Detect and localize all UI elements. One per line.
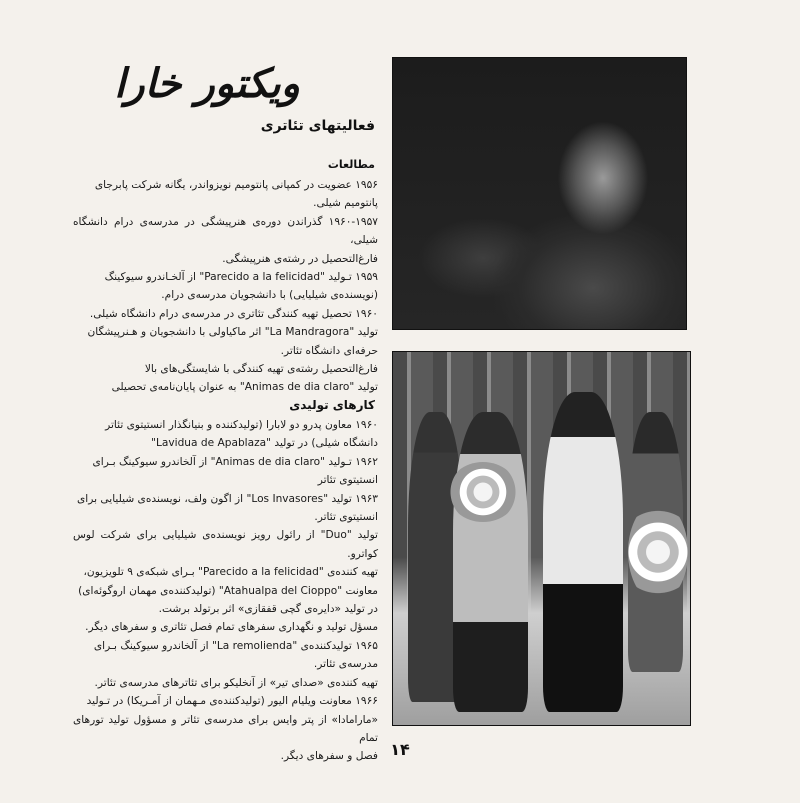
productions-list (73, 416, 378, 766)
list-item: تولید "Animas de dia claro" به عنوان پایان‌نامه‌ی تحصیلی (111, 381, 378, 394)
studies-heading: مطالعات (327, 158, 375, 171)
list-item: تهیه کننده‌ی «صدای تیر» از آنخلیکو برای تئاترهای مدرسه‌ی تئاتر. (94, 676, 378, 689)
list-item: تهیه کننده‌ی "Parecido a la felicidad" بـرای شبکه‌ی ۹ تلویزیون، (83, 566, 378, 579)
list-item: پانتومیم شیلی. (313, 197, 378, 210)
photo-performer (392, 57, 687, 330)
photo-procession (392, 351, 691, 726)
list-item: (نویسنده‌ی شیلیایی) با دانشجویان مدرسه‌ی درام. (161, 289, 378, 302)
list-item: دانشگاه شیلی) در تولید "Lavidua de Apablaza" (151, 437, 378, 450)
list-item: ۱۹۶۰-۱۹۵۷ گذراندن دوره‌ی هنرپیشگی در مدرسه‌ی درام دانشگاه شیلی، (73, 215, 378, 247)
list-item: ۱۹۶۲ تـولید "Animas de dia claro" از آلخاندرو سیوکینگ بـرای (92, 455, 378, 468)
flowers-wreath (628, 502, 688, 602)
person-figure (453, 412, 528, 712)
list-item: فارغ‌التحصیل رشته‌ی تهیه کنندگی با شایستگی‌های بالا (144, 363, 378, 376)
list-item: حرفه‌ای دانشگاه تئاتر. (280, 344, 378, 357)
list-item: معاونت "Atahualpa del Cioppo" (تولیدکننده‌ی مهمان اروگوئه‌ای) (78, 584, 378, 597)
list-item: انستیتوی تئاتر. (314, 511, 378, 524)
list-item: «مارامادا» از پتر وایس برای مدرسه‌ی تئاتر و مسؤول تولید تورهای تمام (73, 713, 378, 744)
list-item: ۱۹۶۳ تولید "Los Invasores" از اگون ولف، نویسنده‌ی شیلیایی برای (77, 492, 378, 505)
list-item: در تولید «دایره‌ی گچی قفقازی» اثر برتولد برشت. (158, 603, 378, 616)
productions-heading: کارهای تولیدی (289, 398, 375, 412)
studies-list (73, 176, 378, 397)
page-number: ۱۴ (390, 740, 410, 759)
list-item: تولید "La Mandragora" اثر ماکیاولی با دانشجویان و هـنرپیشگان (87, 326, 378, 339)
list-item: فارغ‌التحصیل در رشته‌ی هنرپیشگی. (222, 252, 378, 265)
list-item: فصل و سفرهای دیگر. (280, 750, 378, 763)
list-item: ۱۹۵۶ عضویت در کمپانی پانتومیم نویزواندر، یگانه شرکت پابرجای (94, 179, 378, 191)
list-item: ۱۹۵۹ تـولید "Parecido a la felicidad" از آلخـاندرو سیوکینگ (104, 271, 378, 284)
person-figure (543, 392, 623, 712)
list-item: ۱۹۶۶ معاونت ویلیام الیور (تولیدکننده‌ی مـهمان از آمـریکا) در تـولید (86, 695, 378, 708)
list-item: ۱۹۶۵ تولیدکننده‌ی "La remolienda" از آلخاندرو سیوکینگ بـرای (93, 639, 378, 652)
section-title: فعالیتهای تئاتری (260, 118, 375, 134)
flowers-bouquet (448, 462, 518, 522)
page-title: ویکتور خارا (114, 61, 300, 107)
list-item: انستیتوی تئاتر (317, 474, 378, 487)
list-item: ۱۹۶۰ معاون پدرو دو لابارا (تولیدکننده و بنیانگذار انستیتوی تئاتر (105, 419, 378, 431)
list-item: تولید "Duo" از رائول رویز نویسنده‌ی شیلیایی برای شرکت لوس کواترو. (73, 529, 379, 560)
list-item: ۱۹۶۰ تحصیل تهیه کنندگی تئاتری در مدرسه‌ی درام دانشگاه شیلی. (89, 307, 378, 320)
list-item: مسؤل تولید و نگهداری سفرهای تمام فصل تئاتری و سفرهای دیگر. (85, 621, 378, 634)
list-item: مدرسه‌ی تئاتر. (313, 658, 378, 671)
